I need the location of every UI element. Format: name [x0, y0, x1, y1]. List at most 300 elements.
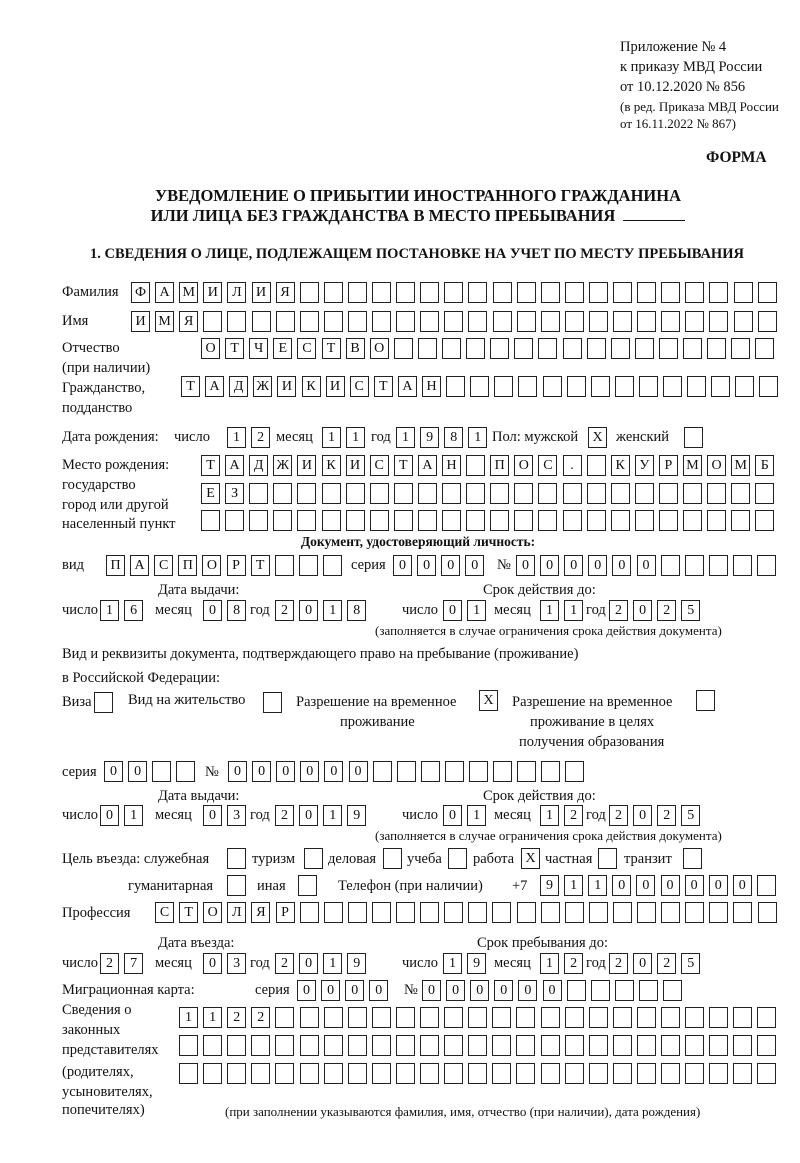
birth-place-field-1-cell[interactable]: [466, 455, 485, 476]
citizenship-field-cell[interactable]: Н: [422, 376, 441, 397]
name-field-cell[interactable]: [444, 311, 463, 332]
reps-field-1-cell[interactable]: [372, 1007, 391, 1028]
mc-number-field-cell[interactable]: 0: [446, 980, 465, 1001]
stay-day-field-cell[interactable]: 9: [467, 953, 486, 974]
id-valid-month-field-cell[interactable]: 1: [564, 600, 583, 621]
id-series-field-cell[interactable]: 0: [465, 555, 484, 576]
rd-issue-year-field-cell[interactable]: 2: [275, 805, 294, 826]
surname-field-cell[interactable]: [541, 282, 560, 303]
id-kind-field-cell[interactable]: П: [106, 555, 125, 576]
id-kind-field-cell[interactable]: [299, 555, 318, 576]
patronymic-field-cell[interactable]: [611, 338, 630, 359]
name-field-cell[interactable]: [396, 311, 415, 332]
reps-field-1-cell[interactable]: [444, 1007, 463, 1028]
surname-field-cell[interactable]: [444, 282, 463, 303]
birth-place-field-1-cell[interactable]: М: [731, 455, 750, 476]
reps-field-3-cell[interactable]: [324, 1063, 343, 1084]
birth-place-field-3-cell[interactable]: [587, 510, 606, 531]
birth-place-field-3-cell[interactable]: [490, 510, 509, 531]
id-valid-year-field-cell[interactable]: 5: [681, 600, 700, 621]
surname-field-cell[interactable]: И: [252, 282, 271, 303]
surname-field-cell[interactable]: [565, 282, 584, 303]
patronymic-field-cell[interactable]: [707, 338, 726, 359]
surname-field-cell[interactable]: Я: [276, 282, 295, 303]
birth-place-field-3-cell[interactable]: [635, 510, 654, 531]
id-issue-month-field-cell[interactable]: 8: [227, 600, 246, 621]
trp-checkbox-cell[interactable]: X: [479, 690, 498, 711]
patronymic-field-cell[interactable]: [418, 338, 437, 359]
birth-place-field-3-cell[interactable]: [249, 510, 268, 531]
mc-number-field-cell[interactable]: [663, 980, 682, 1001]
birth-place-field-2-cell[interactable]: [514, 483, 533, 504]
reps-field-1-cell[interactable]: [516, 1007, 535, 1028]
name-field-cell[interactable]: Я: [179, 311, 198, 332]
mc-series-field-cell[interactable]: 0: [321, 980, 340, 1001]
surname-field-cell[interactable]: [324, 282, 343, 303]
patronymic-field-cell[interactable]: [490, 338, 509, 359]
phone-field-cell[interactable]: [757, 875, 776, 896]
sex-male-checkbox-cell[interactable]: X: [588, 427, 607, 448]
rd-series-field-cell[interactable]: 0: [104, 761, 123, 782]
name-field-cell[interactable]: [709, 311, 728, 332]
surname-field-cell[interactable]: И: [203, 282, 222, 303]
purpose-private-checkbox-cell[interactable]: [598, 848, 617, 869]
reps-field-2-cell[interactable]: [637, 1035, 656, 1056]
reps-field-3-cell[interactable]: [444, 1063, 463, 1084]
surname-field-cell[interactable]: М: [179, 282, 198, 303]
id-kind-field-cell[interactable]: П: [178, 555, 197, 576]
birth-day-field-cell[interactable]: 2: [251, 427, 270, 448]
birth-place-field-1-cell[interactable]: [587, 455, 606, 476]
birth-place-field-1-cell[interactable]: И: [297, 455, 316, 476]
id-number-field-cell[interactable]: [685, 555, 704, 576]
citizenship-field-cell[interactable]: [711, 376, 730, 397]
surname-field-cell[interactable]: [709, 282, 728, 303]
id-valid-year-field-cell[interactable]: 0: [633, 600, 652, 621]
citizenship-field-cell[interactable]: [663, 376, 682, 397]
reps-field-3-cell[interactable]: [468, 1063, 487, 1084]
reps-field-1-cell[interactable]: [396, 1007, 415, 1028]
profession-field-cell[interactable]: [685, 902, 704, 923]
rd-valid-year-field-cell[interactable]: 0: [633, 805, 652, 826]
birth-place-field-3-cell[interactable]: [611, 510, 630, 531]
birth-place-field-2-cell[interactable]: [394, 483, 413, 504]
name-field-cell[interactable]: [541, 311, 560, 332]
profession-field-cell[interactable]: [372, 902, 391, 923]
phone-field-cell[interactable]: 1: [564, 875, 583, 896]
profession-field-cell[interactable]: Р: [276, 902, 295, 923]
birth-place-field-3-cell[interactable]: [394, 510, 413, 531]
id-number-field-cell[interactable]: [757, 555, 776, 576]
id-number-field-cell[interactable]: [661, 555, 680, 576]
reps-field-1-cell[interactable]: [348, 1007, 367, 1028]
birth-place-field-3-cell[interactable]: [442, 510, 461, 531]
mc-series-field-cell[interactable]: 0: [369, 980, 388, 1001]
profession-field-cell[interactable]: [444, 902, 463, 923]
stay-year-field-cell[interactable]: 0: [633, 953, 652, 974]
citizenship-field-cell[interactable]: К: [302, 376, 321, 397]
reps-field-1-cell[interactable]: 1: [203, 1007, 222, 1028]
surname-field-cell[interactable]: [734, 282, 753, 303]
patronymic-field-cell[interactable]: [731, 338, 750, 359]
reps-field-3-cell[interactable]: [251, 1063, 270, 1084]
purpose-work-checkbox-cell[interactable]: X: [521, 848, 540, 869]
reps-field-1-cell[interactable]: 2: [251, 1007, 270, 1028]
rd-number-field-cell[interactable]: [397, 761, 416, 782]
citizenship-field-cell[interactable]: [518, 376, 537, 397]
birth-place-field-2-cell[interactable]: [611, 483, 630, 504]
birth-place-field-3-cell[interactable]: [466, 510, 485, 531]
rd-number-field-cell[interactable]: [493, 761, 512, 782]
mc-number-field-cell[interactable]: [615, 980, 634, 1001]
name-field-cell[interactable]: И: [131, 311, 150, 332]
reps-field-1-cell[interactable]: [541, 1007, 560, 1028]
birth-place-field-1-cell[interactable]: С: [370, 455, 389, 476]
profession-field-cell[interactable]: [589, 902, 608, 923]
birth-place-field-2-cell[interactable]: [490, 483, 509, 504]
id-valid-day-field-cell[interactable]: 0: [443, 600, 462, 621]
birth-place-field-3-cell[interactable]: [418, 510, 437, 531]
birth-place-field-3-cell[interactable]: [322, 510, 341, 531]
birth-place-field-3-cell[interactable]: [659, 510, 678, 531]
birth-year-field-cell[interactable]: 1: [468, 427, 487, 448]
mc-number-field-cell[interactable]: [567, 980, 586, 1001]
reps-field-3-cell[interactable]: [613, 1063, 632, 1084]
reps-field-2-cell[interactable]: [227, 1035, 246, 1056]
birth-place-field-3-cell[interactable]: [225, 510, 244, 531]
mc-number-field-cell[interactable]: 0: [543, 980, 562, 1001]
birth-place-field-1-cell[interactable]: Н: [442, 455, 461, 476]
name-field-cell[interactable]: [565, 311, 584, 332]
reps-field-3-cell[interactable]: [227, 1063, 246, 1084]
name-field-cell[interactable]: [734, 311, 753, 332]
profession-field-cell[interactable]: Я: [251, 902, 270, 923]
birth-place-field-3-cell[interactable]: [755, 510, 774, 531]
mc-number-field-cell[interactable]: 0: [470, 980, 489, 1001]
id-valid-month-field-cell[interactable]: 1: [540, 600, 559, 621]
id-valid-day-field-cell[interactable]: 1: [467, 600, 486, 621]
id-issue-year-field-cell[interactable]: 0: [299, 600, 318, 621]
reps-field-2-cell[interactable]: [757, 1035, 776, 1056]
name-field-cell[interactable]: [420, 311, 439, 332]
reps-field-2-cell[interactable]: [372, 1035, 391, 1056]
phone-field-cell[interactable]: 0: [661, 875, 680, 896]
id-number-field-cell[interactable]: 0: [637, 555, 656, 576]
reps-field-2-cell[interactable]: [203, 1035, 222, 1056]
reps-field-2-cell[interactable]: [324, 1035, 343, 1056]
reps-field-2-cell[interactable]: [444, 1035, 463, 1056]
birth-place-field-3-cell[interactable]: [538, 510, 557, 531]
citizenship-field-cell[interactable]: [639, 376, 658, 397]
reps-field-2-cell[interactable]: [613, 1035, 632, 1056]
profession-field-cell[interactable]: [541, 902, 560, 923]
name-field-cell[interactable]: [468, 311, 487, 332]
birth-place-field-1-cell[interactable]: О: [707, 455, 726, 476]
reps-field-2-cell[interactable]: [589, 1035, 608, 1056]
surname-field-cell[interactable]: [661, 282, 680, 303]
birth-month-field-cell[interactable]: 1: [322, 427, 341, 448]
citizenship-field-cell[interactable]: [567, 376, 586, 397]
birth-place-field-2-cell[interactable]: [249, 483, 268, 504]
profession-field-cell[interactable]: [661, 902, 680, 923]
id-kind-field-cell[interactable]: С: [154, 555, 173, 576]
citizenship-field-cell[interactable]: И: [326, 376, 345, 397]
birth-place-field-1-cell[interactable]: Ж: [273, 455, 292, 476]
birth-place-field-2-cell[interactable]: [683, 483, 702, 504]
surname-field-cell[interactable]: [637, 282, 656, 303]
rd-number-field-cell[interactable]: [517, 761, 536, 782]
citizenship-field-cell[interactable]: Д: [229, 376, 248, 397]
mc-number-field-cell[interactable]: [591, 980, 610, 1001]
patronymic-field-cell[interactable]: О: [201, 338, 220, 359]
citizenship-field-cell[interactable]: [735, 376, 754, 397]
id-series-field-cell[interactable]: 0: [417, 555, 436, 576]
stay-year-field-cell[interactable]: 2: [657, 953, 676, 974]
rd-number-field-cell[interactable]: [565, 761, 584, 782]
reps-field-1-cell[interactable]: [589, 1007, 608, 1028]
reps-field-3-cell[interactable]: [709, 1063, 728, 1084]
reps-field-2-cell[interactable]: [468, 1035, 487, 1056]
entry-year-field-cell[interactable]: 2: [275, 953, 294, 974]
birth-place-field-2-cell[interactable]: З: [225, 483, 244, 504]
id-kind-field-cell[interactable]: Т: [251, 555, 270, 576]
patronymic-field-cell[interactable]: [755, 338, 774, 359]
reps-field-1-cell[interactable]: [685, 1007, 704, 1028]
profession-field-cell[interactable]: [348, 902, 367, 923]
profession-field-cell[interactable]: С: [155, 902, 174, 923]
reps-field-2-cell[interactable]: [348, 1035, 367, 1056]
rd-issue-day-field-cell[interactable]: 0: [100, 805, 119, 826]
rd-valid-day-field-cell[interactable]: 1: [467, 805, 486, 826]
birth-year-field-cell[interactable]: 8: [444, 427, 463, 448]
entry-day-field-cell[interactable]: 2: [100, 953, 119, 974]
citizenship-field-cell[interactable]: [543, 376, 562, 397]
reps-field-1-cell[interactable]: [637, 1007, 656, 1028]
name-field-cell[interactable]: [685, 311, 704, 332]
patronymic-field-cell[interactable]: Т: [225, 338, 244, 359]
id-number-field-cell[interactable]: 0: [612, 555, 631, 576]
id-kind-field-cell[interactable]: [275, 555, 294, 576]
id-kind-field-cell[interactable]: [323, 555, 342, 576]
citizenship-field-cell[interactable]: Т: [181, 376, 200, 397]
surname-field-cell[interactable]: Л: [227, 282, 246, 303]
rd-valid-day-field-cell[interactable]: 0: [443, 805, 462, 826]
reps-field-3-cell[interactable]: [685, 1063, 704, 1084]
id-series-field-cell[interactable]: 0: [393, 555, 412, 576]
reps-field-3-cell[interactable]: [420, 1063, 439, 1084]
reps-field-1-cell[interactable]: [733, 1007, 752, 1028]
surname-field-cell[interactable]: [396, 282, 415, 303]
birth-place-field-2-cell[interactable]: [297, 483, 316, 504]
citizenship-field-cell[interactable]: Ж: [253, 376, 272, 397]
entry-month-field-cell[interactable]: 3: [227, 953, 246, 974]
rd-series-field-cell[interactable]: [152, 761, 171, 782]
profession-field-cell[interactable]: [517, 902, 536, 923]
name-field-cell[interactable]: [252, 311, 271, 332]
mc-series-field-cell[interactable]: 0: [297, 980, 316, 1001]
reps-field-1-cell[interactable]: [468, 1007, 487, 1028]
citizenship-field-cell[interactable]: С: [350, 376, 369, 397]
reps-field-2-cell[interactable]: [492, 1035, 511, 1056]
id-number-field-cell[interactable]: 0: [588, 555, 607, 576]
reps-field-3-cell[interactable]: [300, 1063, 319, 1084]
rd-valid-year-field-cell[interactable]: 5: [681, 805, 700, 826]
name-field-cell[interactable]: [613, 311, 632, 332]
birth-place-field-2-cell[interactable]: [442, 483, 461, 504]
reps-field-3-cell[interactable]: [733, 1063, 752, 1084]
birth-place-field-1-cell[interactable]: Д: [249, 455, 268, 476]
reps-field-3-cell[interactable]: [203, 1063, 222, 1084]
rd-number-field-cell[interactable]: [373, 761, 392, 782]
reps-field-3-cell[interactable]: [348, 1063, 367, 1084]
id-issue-day-field-cell[interactable]: 6: [124, 600, 143, 621]
profession-field-cell[interactable]: [637, 902, 656, 923]
birth-place-field-3-cell[interactable]: [346, 510, 365, 531]
surname-field-cell[interactable]: [589, 282, 608, 303]
birth-place-field-1-cell[interactable]: А: [418, 455, 437, 476]
id-valid-year-field-cell[interactable]: 2: [657, 600, 676, 621]
purpose-study-checkbox-cell[interactable]: [448, 848, 467, 869]
id-issue-year-field-cell[interactable]: 8: [347, 600, 366, 621]
birth-year-field-cell[interactable]: 1: [396, 427, 415, 448]
birth-place-field-2-cell[interactable]: [563, 483, 582, 504]
patronymic-field-cell[interactable]: [514, 338, 533, 359]
reps-field-2-cell[interactable]: [179, 1035, 198, 1056]
citizenship-field-cell[interactable]: [494, 376, 513, 397]
surname-field-cell[interactable]: А: [155, 282, 174, 303]
rd-number-field-cell[interactable]: 0: [228, 761, 247, 782]
birth-place-field-1-cell[interactable]: О: [514, 455, 533, 476]
reps-field-1-cell[interactable]: [324, 1007, 343, 1028]
rd-issue-year-field-cell[interactable]: 1: [323, 805, 342, 826]
name-field-cell[interactable]: [758, 311, 777, 332]
reps-field-1-cell[interactable]: [757, 1007, 776, 1028]
reps-field-1-cell[interactable]: [275, 1007, 294, 1028]
phone-field-cell[interactable]: 0: [612, 875, 631, 896]
rd-valid-year-field-cell[interactable]: 2: [609, 805, 628, 826]
surname-field-cell[interactable]: [685, 282, 704, 303]
birth-place-field-3-cell[interactable]: [201, 510, 220, 531]
reps-field-2-cell[interactable]: [420, 1035, 439, 1056]
rd-number-field-cell[interactable]: [541, 761, 560, 782]
reps-field-3-cell[interactable]: [565, 1063, 584, 1084]
birth-place-field-1-cell[interactable]: К: [611, 455, 630, 476]
rd-issue-day-field-cell[interactable]: 1: [124, 805, 143, 826]
reps-field-1-cell[interactable]: [613, 1007, 632, 1028]
name-field-cell[interactable]: [324, 311, 343, 332]
profession-field-cell[interactable]: [396, 902, 415, 923]
profession-field-cell[interactable]: Т: [179, 902, 198, 923]
birth-place-field-1-cell[interactable]: Т: [201, 455, 220, 476]
phone-field-cell[interactable]: 0: [636, 875, 655, 896]
birth-year-field-cell[interactable]: 9: [420, 427, 439, 448]
visa-checkbox-cell[interactable]: [94, 692, 113, 713]
id-series-field-cell[interactable]: 0: [441, 555, 460, 576]
birth-place-field-2-cell[interactable]: [273, 483, 292, 504]
name-field-cell[interactable]: [589, 311, 608, 332]
profession-field-cell[interactable]: Л: [227, 902, 246, 923]
patronymic-field-cell[interactable]: [635, 338, 654, 359]
profession-field-cell[interactable]: [420, 902, 439, 923]
rd-number-field-cell[interactable]: 0: [300, 761, 319, 782]
stay-month-field-cell[interactable]: 2: [564, 953, 583, 974]
residence-permit-checkbox-cell[interactable]: [263, 692, 282, 713]
patronymic-field-cell[interactable]: [538, 338, 557, 359]
stay-year-field-cell[interactable]: 2: [609, 953, 628, 974]
birth-place-field-1-cell[interactable]: .: [563, 455, 582, 476]
reps-field-1-cell[interactable]: [709, 1007, 728, 1028]
birth-place-field-1-cell[interactable]: Т: [394, 455, 413, 476]
surname-field-cell[interactable]: [493, 282, 512, 303]
purpose-tourism-checkbox-cell[interactable]: [304, 848, 323, 869]
rd-series-field-cell[interactable]: [176, 761, 195, 782]
stay-month-field-cell[interactable]: 1: [540, 953, 559, 974]
profession-field-cell[interactable]: [613, 902, 632, 923]
id-number-field-cell[interactable]: 0: [540, 555, 559, 576]
birth-place-field-2-cell[interactable]: [587, 483, 606, 504]
rd-issue-month-field-cell[interactable]: 3: [227, 805, 246, 826]
citizenship-field-cell[interactable]: [446, 376, 465, 397]
name-field-cell[interactable]: [493, 311, 512, 332]
birth-place-field-1-cell[interactable]: П: [490, 455, 509, 476]
citizenship-field-cell[interactable]: [759, 376, 778, 397]
reps-field-2-cell[interactable]: [275, 1035, 294, 1056]
birth-place-field-3-cell[interactable]: [514, 510, 533, 531]
name-field-cell[interactable]: [661, 311, 680, 332]
profession-field-cell[interactable]: [758, 902, 777, 923]
surname-field-cell[interactable]: Ф: [131, 282, 150, 303]
birth-place-field-2-cell[interactable]: Е: [201, 483, 220, 504]
citizenship-field-cell[interactable]: [615, 376, 634, 397]
reps-field-2-cell[interactable]: [733, 1035, 752, 1056]
reps-field-2-cell[interactable]: [516, 1035, 535, 1056]
patronymic-field-cell[interactable]: В: [346, 338, 365, 359]
reps-field-1-cell[interactable]: 2: [227, 1007, 246, 1028]
reps-field-2-cell[interactable]: [300, 1035, 319, 1056]
patronymic-field-cell[interactable]: [659, 338, 678, 359]
birth-place-field-3-cell[interactable]: [707, 510, 726, 531]
name-field-cell[interactable]: [372, 311, 391, 332]
surname-field-cell[interactable]: [758, 282, 777, 303]
profession-field-cell[interactable]: [324, 902, 343, 923]
birth-day-field-cell[interactable]: 1: [227, 427, 246, 448]
citizenship-field-cell[interactable]: А: [398, 376, 417, 397]
id-issue-year-field-cell[interactable]: 2: [275, 600, 294, 621]
birth-place-field-1-cell[interactable]: С: [538, 455, 557, 476]
birth-place-field-2-cell[interactable]: [322, 483, 341, 504]
name-field-cell[interactable]: [203, 311, 222, 332]
birth-place-field-2-cell[interactable]: [659, 483, 678, 504]
reps-field-3-cell[interactable]: [757, 1063, 776, 1084]
entry-month-field-cell[interactable]: 0: [203, 953, 222, 974]
patronymic-field-cell[interactable]: [683, 338, 702, 359]
name-field-cell[interactable]: [637, 311, 656, 332]
reps-field-3-cell[interactable]: [516, 1063, 535, 1084]
surname-field-cell[interactable]: [468, 282, 487, 303]
birth-place-field-2-cell[interactable]: [538, 483, 557, 504]
stay-year-field-cell[interactable]: 5: [681, 953, 700, 974]
patronymic-field-cell[interactable]: Е: [273, 338, 292, 359]
reps-field-3-cell[interactable]: [541, 1063, 560, 1084]
birth-place-field-1-cell[interactable]: У: [635, 455, 654, 476]
reps-field-3-cell[interactable]: [589, 1063, 608, 1084]
id-valid-year-field-cell[interactable]: 2: [609, 600, 628, 621]
entry-year-field-cell[interactable]: 0: [299, 953, 318, 974]
citizenship-field-cell[interactable]: И: [277, 376, 296, 397]
mc-number-field-cell[interactable]: 0: [518, 980, 537, 1001]
phone-field-cell[interactable]: 0: [733, 875, 752, 896]
purpose-service-checkbox-cell[interactable]: [227, 848, 246, 869]
